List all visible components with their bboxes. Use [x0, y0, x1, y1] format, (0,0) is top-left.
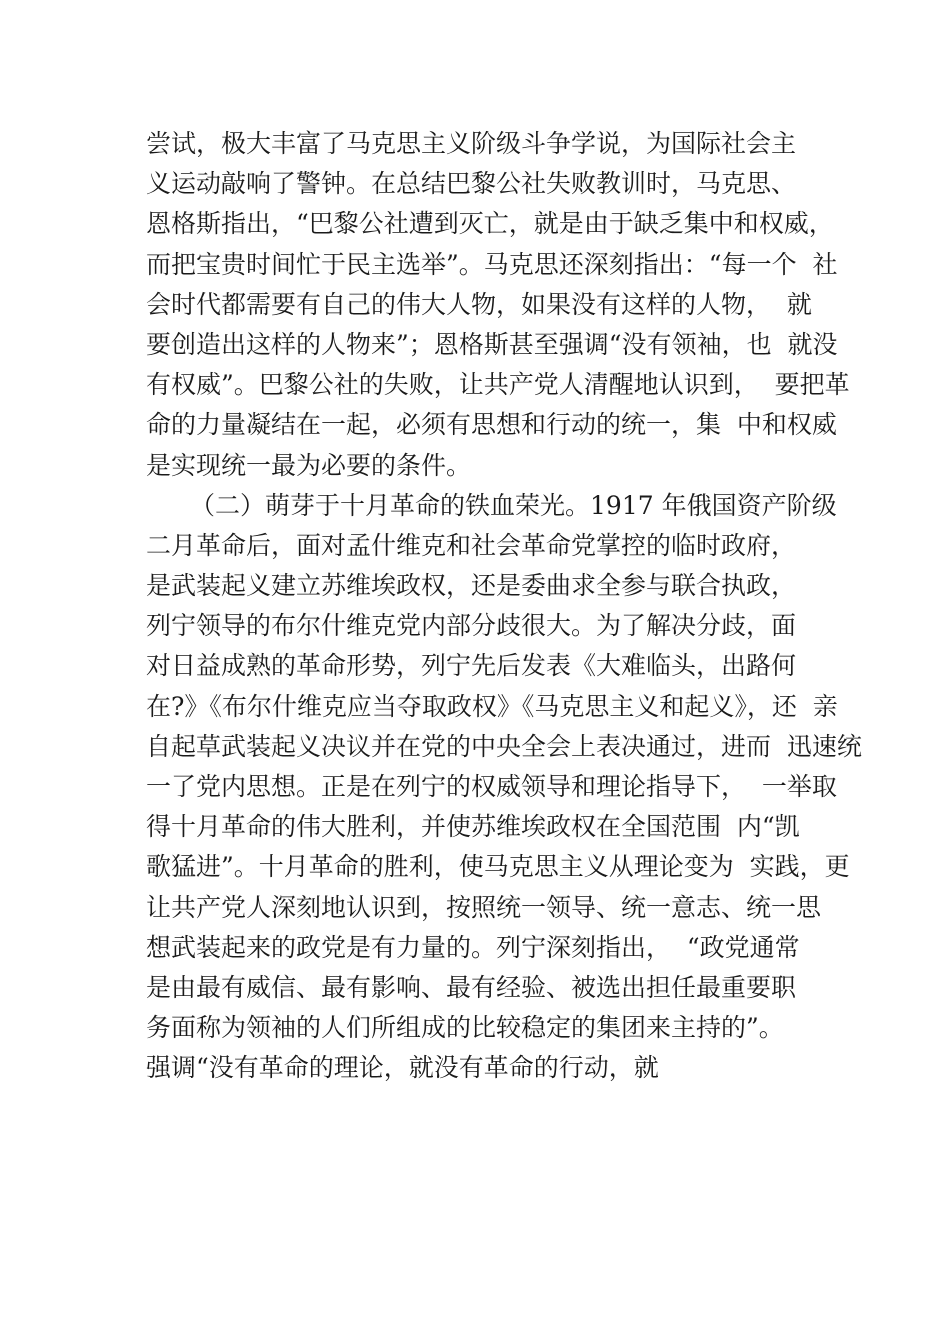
- text-line: 而把宝贵时间忙于民主选举”。马克思还深刻指出：“每一个 社: [146, 249, 838, 279]
- text-line: 强调“没有革命的理论，就没有革命的行动，就: [146, 1053, 659, 1083]
- text-line: 尝试，极大丰富了马克思主义阶级斗争学说，为国际社会主: [146, 129, 797, 158]
- text-line: 想武装起来的政党是有力量的。列宁深刻指出， “政党通常: [146, 932, 800, 962]
- text-line: 列宁领导的布尔什维克党内部分歧很大。为了解决分歧，面: [146, 611, 797, 641]
- text-line: 务面称为领袖的人们所组成的比较稳定的集团来主持的”。: [146, 1013, 784, 1043]
- text-line: 恩格斯指出，“巴黎公社遭到灭亡，就是由于缺乏集中和权威，: [146, 209, 834, 239]
- text-line: 自起草武装起义决议并在党的中央全会上表决通过，进而 迅速统: [146, 731, 862, 761]
- text-line: 得十月革命的伟大胜利，并使苏维埃政权在全国范围 内“凯: [146, 812, 800, 842]
- text-line: 是武装起义建立苏维埃政权，还是委曲求全参与联合执政，: [146, 571, 797, 601]
- text-line: 对日益成熟的革命形势，列宁先后发表《大难临头，出路何: [146, 651, 797, 681]
- text-line: 会时代都需要有自己的伟大人物，如果没有这样的人物， 就: [146, 289, 812, 319]
- text-line: 在?》《布尔什维克应当夺取政权》《马克思主义和起义》，还 亲: [146, 691, 838, 721]
- body-text: [146, 124, 862, 1089]
- section-heading-line: （二）萌芽于十月革命的铁血荣光。1917 年俄国资产阶级: [190, 490, 837, 520]
- text-line: 让共产党人深刻地认识到，按照统一领导、统一意志、统一思: [146, 892, 822, 922]
- text-line: 是由最有威信、最有影响、最有经验、被选出担任最重要职: [146, 972, 797, 1002]
- text-line: 歌猛进”。十月革命的胜利，使马克思主义从理论变为 实践，更: [146, 852, 850, 882]
- text-line: 是实现统一最为必要的条件。: [146, 450, 472, 480]
- text-line: 义运动敲响了警钟。在总结巴黎公社失败教训时，马克思、: [146, 169, 797, 199]
- text-line: 要创造出这样的人物来”；恩格斯甚至强调“没有领袖，也 就没: [146, 329, 838, 359]
- text-line: 有权威”。巴黎公社的失败，让共产党人清醒地认识到， 要把革: [146, 370, 850, 400]
- text-line: 命的力量凝结在一起，必须有思想和行动的统一，集 中和权威: [146, 410, 837, 440]
- text-line: 一了党内思想。正是在列宁的权威领导和理论指导下， 一举取: [146, 772, 837, 801]
- text-line: 二月革命后，面对孟什维克和社会革命党掌控的临时政府，: [146, 530, 797, 560]
